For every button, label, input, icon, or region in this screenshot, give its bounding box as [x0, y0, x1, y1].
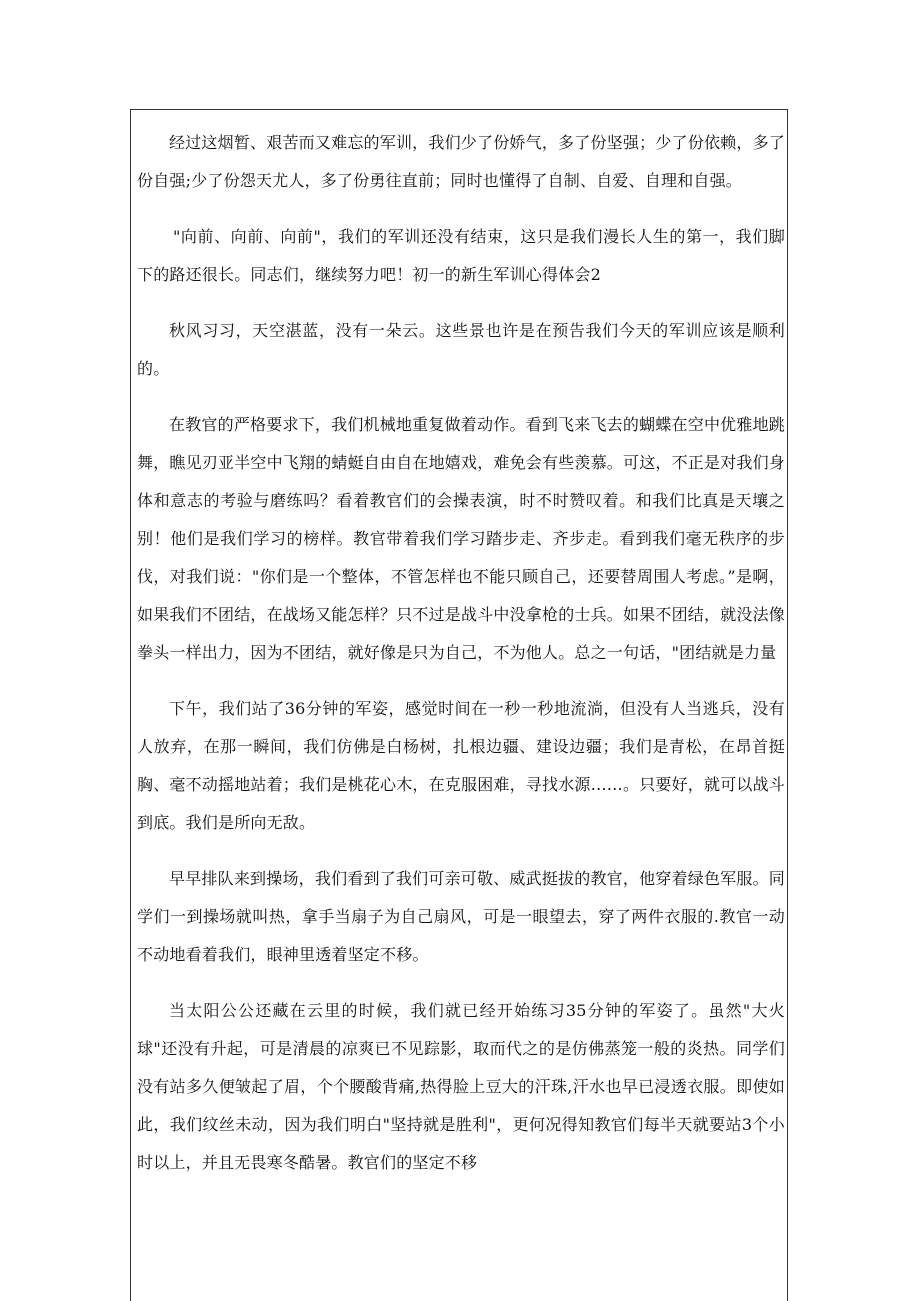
document-body [137, 124, 785, 1200]
paragraph-5: 下午，我们站了36分钟的军姿，感觉时间在一秒一秒地流淌，但没有人当逃兵，没有人放弃，在那一瞬间，我们仿佛是白杨树，扎根边疆、建设边疆；我们是青松，在昂首挺胸、毫不动摇地站着；我们是桃花心木，在克服困难，寻找水源……。只要好，就可以战斗到底。我们是所向无敌。 [137, 699, 786, 832]
paragraph-2: "向前、向前、向前"，我们的军训还没有结束，这只是我们漫长人生的第一，我们脚下的路还很长。同志们，继续努力吧！初一的新生军训心得体会2 [137, 227, 785, 284]
paragraph-7: 当太阳公公还藏在云里的时候，我们就已经开始练习35分钟的军姿了。虽然"大火球"还没有升起，可是清晨的凉爽已不见踪影，取而代之的是仿佛蒸笼一般的炎热。同学们没有站多久便皱起了眉，个个腰酸背痛,热得脸上豆大的汗珠,汗水也早已浸透衣服。即使如此，我们纹丝未动，因为我们明白"坚持就是胜利"，更何况得知教官们每半天就要站3个小时以上，并且无畏寒冬酷暑。教官们的坚定不移 [137, 1001, 785, 1172]
paragraph-6: 早早排队来到操场，我们看到了我们可亲可敬、威武挺拔的教官，他穿着绿色军服。同学们一到操场就叫热，拿手当扇子为自己扇风，可是一眼望去，穿了两件衣服的.教官一动不动地看着我们，眼神里透着坚定不移。 [137, 869, 785, 964]
paragraph-1: 经过这烟暂、艰苦而又难忘的军训，我们少了份娇气，多了份坚强；少了份依赖，多了份自强;少了份怨天尤人，多了份勇往直前；同时也懂得了自制、自爱、自理和自强。 [137, 133, 785, 190]
paragraph-4: 在教官的严格要求下，我们机械地重复做着动作。看到飞来飞去的蝴蝶在空中优雅地跳舞，瞧见刃亚半空中飞翔的蜻蜓自由自在地嬉戏，难免会有些羡慕。可这，不正是对我们身体和意志的考验与磨练吗？看着教官们的会操表演，时不时赞叹着。和我们比真是天壤之别！他们是我们学习的榜样。教官带着我们学习踏步走、齐步走。看到我们毫无秩序的步伐，对我们说："你们是一个整体，不管怎样也不能只顾自己，还要替周围人考虑。”是啊，如果我们不团结，在战场又能怎样？只不过是战斗中没拿枪的士兵。如果不团结，就没法像拳头一样出力，因为不团结，就好像是只为自己，不为他人。总之一句话，"团结就是力量 [137, 415, 786, 662]
paragraph-3: 秋风习习，天空湛蓝，没有一朵云。这些景也许是在预告我们今天的军训应该是顺利的。 [137, 321, 785, 378]
